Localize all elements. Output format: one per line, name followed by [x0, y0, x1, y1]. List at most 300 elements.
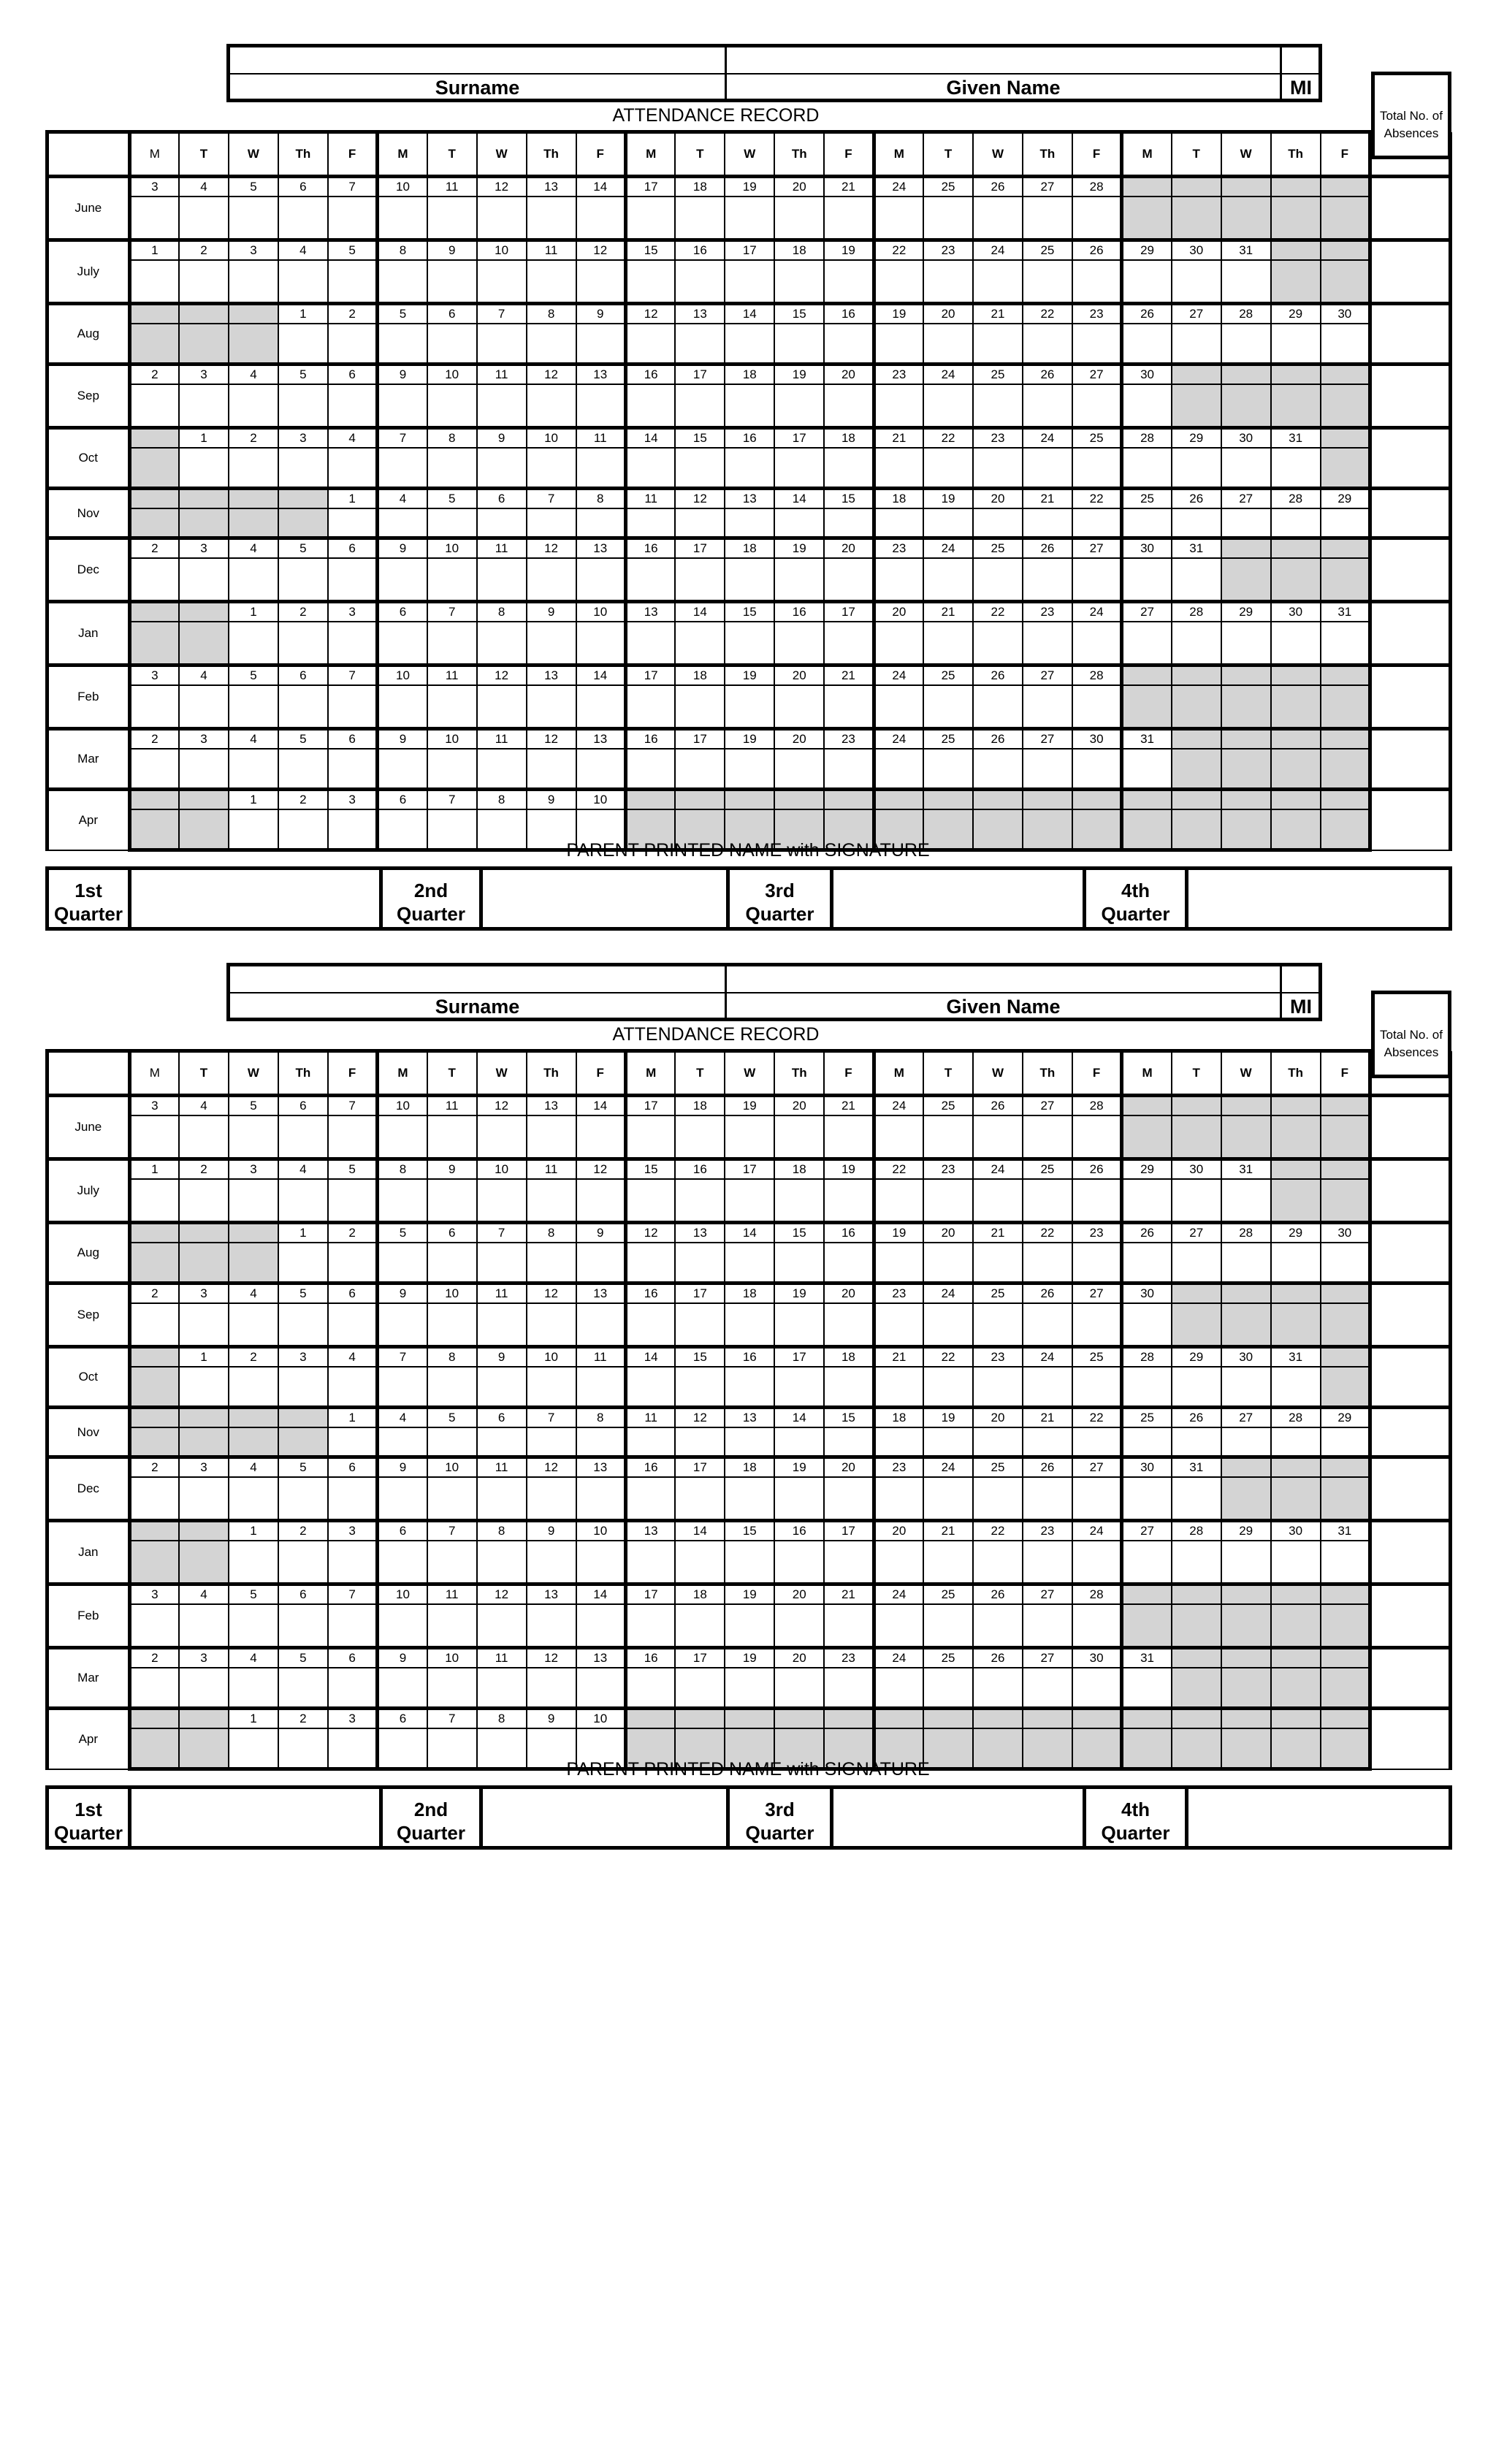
attendance-mark-cell[interactable] — [973, 1427, 1023, 1457]
attendance-mark-cell[interactable] — [527, 508, 576, 538]
attendance-mark-cell[interactable] — [427, 685, 477, 729]
attendance-mark-cell[interactable] — [1122, 558, 1172, 602]
attendance-mark-cell[interactable] — [1172, 1427, 1221, 1457]
total-absences-cell[interactable] — [1370, 1457, 1451, 1521]
attendance-mark-cell[interactable] — [1271, 448, 1321, 489]
attendance-mark-cell[interactable] — [278, 448, 328, 489]
attendance-mark-cell[interactable] — [1023, 260, 1072, 304]
attendance-mark-cell[interactable] — [725, 260, 774, 304]
attendance-mark-cell[interactable] — [328, 197, 378, 240]
attendance-mark-cell[interactable] — [774, 1604, 824, 1648]
attendance-mark-cell[interactable] — [1221, 1243, 1271, 1284]
attendance-mark-cell[interactable] — [229, 1541, 278, 1584]
attendance-mark-cell[interactable] — [378, 622, 427, 665]
attendance-mark-cell[interactable] — [625, 685, 675, 729]
attendance-mark-cell[interactable] — [824, 448, 874, 489]
attendance-mark-cell[interactable] — [1172, 558, 1221, 602]
attendance-mark-cell[interactable] — [1221, 448, 1271, 489]
attendance-mark-cell[interactable] — [824, 260, 874, 304]
attendance-mark-cell[interactable] — [229, 1115, 278, 1159]
attendance-mark-cell[interactable] — [129, 197, 179, 240]
given-name-field[interactable] — [727, 47, 1282, 99]
attendance-mark-cell[interactable] — [923, 1115, 973, 1159]
attendance-mark-cell[interactable] — [1122, 260, 1172, 304]
attendance-mark-cell[interactable] — [1023, 1604, 1072, 1648]
attendance-mark-cell[interactable] — [1072, 1303, 1122, 1347]
attendance-mark-cell[interactable] — [1172, 508, 1221, 538]
attendance-mark-cell[interactable] — [824, 197, 874, 240]
attendance-mark-cell[interactable] — [923, 1179, 973, 1223]
attendance-mark-cell[interactable] — [1072, 749, 1122, 790]
total-absences-cell[interactable] — [1370, 1648, 1451, 1709]
attendance-mark-cell[interactable] — [328, 1115, 378, 1159]
attendance-mark-cell[interactable] — [824, 558, 874, 602]
attendance-mark-cell[interactable] — [874, 1477, 923, 1521]
total-absences-cell[interactable] — [1370, 1223, 1451, 1284]
total-absences-cell[interactable] — [1370, 177, 1451, 240]
attendance-mark-cell[interactable] — [1271, 508, 1321, 538]
attendance-mark-cell[interactable] — [1321, 1427, 1370, 1457]
attendance-mark-cell[interactable] — [527, 448, 576, 489]
total-absences-cell[interactable] — [1370, 240, 1451, 304]
attendance-mark-cell[interactable] — [179, 685, 229, 729]
attendance-mark-cell[interactable] — [427, 1668, 477, 1709]
attendance-mark-cell[interactable] — [427, 197, 477, 240]
attendance-mark-cell[interactable] — [1072, 1367, 1122, 1408]
attendance-mark-cell[interactable] — [477, 1477, 527, 1521]
attendance-mark-cell[interactable] — [625, 1367, 675, 1408]
attendance-mark-cell[interactable] — [229, 1668, 278, 1709]
attendance-mark-cell[interactable] — [1122, 1243, 1172, 1284]
attendance-mark-cell[interactable] — [1122, 1541, 1172, 1584]
attendance-mark-cell[interactable] — [824, 1427, 874, 1457]
parent-signature-field[interactable] — [1188, 1789, 1449, 1846]
attendance-mark-cell[interactable] — [874, 1179, 923, 1223]
attendance-mark-cell[interactable] — [874, 1115, 923, 1159]
attendance-mark-cell[interactable] — [1122, 1367, 1172, 1408]
attendance-mark-cell[interactable] — [1122, 448, 1172, 489]
attendance-mark-cell[interactable] — [378, 1668, 427, 1709]
attendance-mark-cell[interactable] — [625, 749, 675, 790]
attendance-mark-cell[interactable] — [477, 260, 527, 304]
attendance-mark-cell[interactable] — [129, 1179, 179, 1223]
attendance-mark-cell[interactable] — [328, 1604, 378, 1648]
attendance-mark-cell[interactable] — [179, 1115, 229, 1159]
attendance-mark-cell[interactable] — [179, 1179, 229, 1223]
attendance-mark-cell[interactable] — [1072, 558, 1122, 602]
attendance-mark-cell[interactable] — [1072, 1427, 1122, 1457]
attendance-mark-cell[interactable] — [1072, 1477, 1122, 1521]
attendance-mark-cell[interactable] — [824, 1115, 874, 1159]
attendance-mark-cell[interactable] — [675, 749, 725, 790]
attendance-mark-cell[interactable] — [1023, 448, 1072, 489]
attendance-mark-cell[interactable] — [427, 1303, 477, 1347]
attendance-mark-cell[interactable] — [278, 622, 328, 665]
attendance-mark-cell[interactable] — [1072, 1115, 1122, 1159]
attendance-mark-cell[interactable] — [725, 749, 774, 790]
attendance-mark-cell[interactable] — [1221, 260, 1271, 304]
attendance-mark-cell[interactable] — [278, 1477, 328, 1521]
attendance-mark-cell[interactable] — [625, 1541, 675, 1584]
attendance-mark-cell[interactable] — [129, 260, 179, 304]
attendance-mark-cell[interactable] — [328, 448, 378, 489]
attendance-mark-cell[interactable] — [824, 384, 874, 428]
attendance-mark-cell[interactable] — [824, 749, 874, 790]
attendance-mark-cell[interactable] — [725, 1541, 774, 1584]
attendance-mark-cell[interactable] — [477, 1243, 527, 1284]
attendance-mark-cell[interactable] — [874, 1541, 923, 1584]
attendance-mark-cell[interactable] — [278, 1179, 328, 1223]
attendance-mark-cell[interactable] — [1321, 324, 1370, 365]
attendance-mark-cell[interactable] — [625, 448, 675, 489]
total-absences-cell[interactable] — [1370, 1096, 1451, 1159]
attendance-mark-cell[interactable] — [874, 197, 923, 240]
attendance-mark-cell[interactable] — [576, 685, 626, 729]
attendance-mark-cell[interactable] — [774, 1115, 824, 1159]
attendance-mark-cell[interactable] — [179, 448, 229, 489]
attendance-mark-cell[interactable] — [477, 384, 527, 428]
attendance-mark-cell[interactable] — [1122, 749, 1172, 790]
attendance-mark-cell[interactable] — [129, 1477, 179, 1521]
attendance-mark-cell[interactable] — [1122, 508, 1172, 538]
attendance-mark-cell[interactable] — [1122, 1303, 1172, 1347]
attendance-mark-cell[interactable] — [973, 685, 1023, 729]
attendance-mark-cell[interactable] — [1172, 1477, 1221, 1521]
attendance-mark-cell[interactable] — [1072, 260, 1122, 304]
attendance-mark-cell[interactable] — [973, 622, 1023, 665]
attendance-mark-cell[interactable] — [923, 1243, 973, 1284]
attendance-mark-cell[interactable] — [179, 384, 229, 428]
attendance-mark-cell[interactable] — [1023, 622, 1072, 665]
attendance-mark-cell[interactable] — [874, 1668, 923, 1709]
attendance-mark-cell[interactable] — [675, 1243, 725, 1284]
attendance-mark-cell[interactable] — [1172, 1179, 1221, 1223]
attendance-mark-cell[interactable] — [576, 197, 626, 240]
attendance-mark-cell[interactable] — [1023, 749, 1072, 790]
attendance-mark-cell[interactable] — [923, 1668, 973, 1709]
attendance-mark-cell[interactable] — [576, 622, 626, 665]
attendance-mark-cell[interactable] — [378, 1604, 427, 1648]
attendance-mark-cell[interactable] — [576, 324, 626, 365]
attendance-mark-cell[interactable] — [824, 324, 874, 365]
attendance-mark-cell[interactable] — [1072, 622, 1122, 665]
attendance-mark-cell[interactable] — [1023, 558, 1072, 602]
attendance-mark-cell[interactable] — [427, 384, 477, 428]
attendance-mark-cell[interactable] — [129, 1303, 179, 1347]
attendance-mark-cell[interactable] — [725, 1604, 774, 1648]
parent-signature-field[interactable] — [833, 1789, 1086, 1846]
attendance-mark-cell[interactable] — [179, 1604, 229, 1648]
attendance-mark-cell[interactable] — [576, 1604, 626, 1648]
attendance-mark-cell[interactable] — [378, 448, 427, 489]
attendance-mark-cell[interactable] — [725, 622, 774, 665]
attendance-mark-cell[interactable] — [973, 384, 1023, 428]
attendance-mark-cell[interactable] — [774, 1179, 824, 1223]
attendance-mark-cell[interactable] — [675, 1668, 725, 1709]
attendance-mark-cell[interactable] — [1023, 197, 1072, 240]
attendance-mark-cell[interactable] — [378, 558, 427, 602]
attendance-mark-cell[interactable] — [625, 1477, 675, 1521]
attendance-mark-cell[interactable] — [1023, 1115, 1072, 1159]
attendance-mark-cell[interactable] — [1221, 1179, 1271, 1223]
attendance-mark-cell[interactable] — [774, 558, 824, 602]
attendance-mark-cell[interactable] — [774, 1668, 824, 1709]
attendance-mark-cell[interactable] — [973, 1367, 1023, 1408]
attendance-mark-cell[interactable] — [477, 1668, 527, 1709]
attendance-mark-cell[interactable] — [1321, 622, 1370, 665]
attendance-mark-cell[interactable] — [527, 685, 576, 729]
attendance-mark-cell[interactable] — [675, 1604, 725, 1648]
attendance-mark-cell[interactable] — [427, 1541, 477, 1584]
attendance-mark-cell[interactable] — [1023, 1179, 1072, 1223]
attendance-mark-cell[interactable] — [774, 1367, 824, 1408]
attendance-mark-cell[interactable] — [874, 685, 923, 729]
attendance-mark-cell[interactable] — [774, 685, 824, 729]
attendance-mark-cell[interactable] — [824, 1604, 874, 1648]
attendance-mark-cell[interactable] — [973, 1477, 1023, 1521]
attendance-mark-cell[interactable] — [675, 1427, 725, 1457]
attendance-mark-cell[interactable] — [675, 1115, 725, 1159]
attendance-mark-cell[interactable] — [527, 324, 576, 365]
attendance-mark-cell[interactable] — [774, 324, 824, 365]
attendance-mark-cell[interactable] — [725, 1477, 774, 1521]
attendance-mark-cell[interactable] — [576, 1477, 626, 1521]
attendance-mark-cell[interactable] — [229, 1604, 278, 1648]
attendance-mark-cell[interactable] — [527, 197, 576, 240]
attendance-mark-cell[interactable] — [378, 1115, 427, 1159]
attendance-mark-cell[interactable] — [1172, 1541, 1221, 1584]
attendance-mark-cell[interactable] — [973, 1604, 1023, 1648]
surname-field[interactable] — [230, 966, 727, 1018]
attendance-mark-cell[interactable] — [477, 1367, 527, 1408]
attendance-mark-cell[interactable] — [874, 260, 923, 304]
total-absences-cell[interactable] — [1370, 489, 1451, 538]
attendance-mark-cell[interactable] — [824, 508, 874, 538]
attendance-mark-cell[interactable] — [824, 685, 874, 729]
attendance-mark-cell[interactable] — [625, 1243, 675, 1284]
attendance-mark-cell[interactable] — [923, 685, 973, 729]
attendance-mark-cell[interactable] — [874, 1427, 923, 1457]
attendance-mark-cell[interactable] — [179, 260, 229, 304]
attendance-mark-cell[interactable] — [129, 685, 179, 729]
total-absences-cell[interactable] — [1370, 1408, 1451, 1457]
attendance-mark-cell[interactable] — [675, 260, 725, 304]
attendance-mark-cell[interactable] — [923, 749, 973, 790]
attendance-mark-cell[interactable] — [527, 749, 576, 790]
attendance-mark-cell[interactable] — [1023, 1427, 1072, 1457]
attendance-mark-cell[interactable] — [328, 558, 378, 602]
attendance-mark-cell[interactable] — [527, 558, 576, 602]
total-absences-cell[interactable] — [1370, 1584, 1451, 1648]
attendance-mark-cell[interactable] — [874, 1243, 923, 1284]
attendance-mark-cell[interactable] — [625, 260, 675, 304]
attendance-mark-cell[interactable] — [576, 448, 626, 489]
attendance-mark-cell[interactable] — [725, 1303, 774, 1347]
attendance-mark-cell[interactable] — [527, 1303, 576, 1347]
attendance-mark-cell[interactable] — [675, 384, 725, 428]
attendance-mark-cell[interactable] — [923, 1604, 973, 1648]
attendance-mark-cell[interactable] — [328, 1541, 378, 1584]
attendance-mark-cell[interactable] — [477, 1541, 527, 1584]
attendance-mark-cell[interactable] — [427, 1115, 477, 1159]
total-absences-cell[interactable] — [1370, 304, 1451, 365]
attendance-mark-cell[interactable] — [675, 1541, 725, 1584]
attendance-mark-cell[interactable] — [427, 1604, 477, 1648]
attendance-mark-cell[interactable] — [973, 749, 1023, 790]
attendance-mark-cell[interactable] — [874, 1367, 923, 1408]
attendance-mark-cell[interactable] — [923, 508, 973, 538]
attendance-mark-cell[interactable] — [427, 324, 477, 365]
attendance-mark-cell[interactable] — [229, 197, 278, 240]
attendance-mark-cell[interactable] — [278, 685, 328, 729]
attendance-mark-cell[interactable] — [1023, 384, 1072, 428]
attendance-mark-cell[interactable] — [923, 1541, 973, 1584]
attendance-mark-cell[interactable] — [576, 1427, 626, 1457]
attendance-mark-cell[interactable] — [1072, 685, 1122, 729]
attendance-mark-cell[interactable] — [179, 1303, 229, 1347]
attendance-mark-cell[interactable] — [1321, 1541, 1370, 1584]
attendance-mark-cell[interactable] — [973, 448, 1023, 489]
attendance-mark-cell[interactable] — [477, 508, 527, 538]
attendance-mark-cell[interactable] — [1321, 508, 1370, 538]
attendance-mark-cell[interactable] — [477, 324, 527, 365]
attendance-mark-cell[interactable] — [625, 1115, 675, 1159]
attendance-mark-cell[interactable] — [725, 1427, 774, 1457]
attendance-mark-cell[interactable] — [527, 1367, 576, 1408]
attendance-mark-cell[interactable] — [1072, 1668, 1122, 1709]
attendance-mark-cell[interactable] — [527, 1541, 576, 1584]
attendance-mark-cell[interactable] — [1023, 1303, 1072, 1347]
attendance-mark-cell[interactable] — [625, 324, 675, 365]
attendance-mark-cell[interactable] — [328, 1668, 378, 1709]
attendance-mark-cell[interactable] — [725, 558, 774, 602]
attendance-mark-cell[interactable] — [229, 1179, 278, 1223]
attendance-mark-cell[interactable] — [973, 1668, 1023, 1709]
attendance-mark-cell[interactable] — [229, 260, 278, 304]
attendance-mark-cell[interactable] — [527, 1243, 576, 1284]
attendance-mark-cell[interactable] — [527, 622, 576, 665]
attendance-mark-cell[interactable] — [625, 1668, 675, 1709]
attendance-mark-cell[interactable] — [923, 197, 973, 240]
attendance-mark-cell[interactable] — [725, 1367, 774, 1408]
attendance-mark-cell[interactable] — [477, 685, 527, 729]
attendance-mark-cell[interactable] — [328, 685, 378, 729]
attendance-mark-cell[interactable] — [1122, 1477, 1172, 1521]
attendance-mark-cell[interactable] — [1172, 324, 1221, 365]
attendance-mark-cell[interactable] — [725, 1243, 774, 1284]
given-name-field[interactable] — [727, 966, 1282, 1018]
parent-signature-field[interactable] — [483, 1789, 730, 1846]
total-absences-cell[interactable] — [1370, 538, 1451, 602]
attendance-mark-cell[interactable] — [1023, 685, 1072, 729]
attendance-mark-cell[interactable] — [576, 260, 626, 304]
attendance-mark-cell[interactable] — [427, 1367, 477, 1408]
attendance-mark-cell[interactable] — [278, 558, 328, 602]
attendance-mark-cell[interactable] — [874, 324, 923, 365]
attendance-mark-cell[interactable] — [278, 1604, 328, 1648]
attendance-mark-cell[interactable] — [1271, 1427, 1321, 1457]
attendance-mark-cell[interactable] — [973, 558, 1023, 602]
attendance-mark-cell[interactable] — [923, 260, 973, 304]
attendance-mark-cell[interactable] — [774, 1477, 824, 1521]
attendance-mark-cell[interactable] — [923, 558, 973, 602]
middle-initial-field[interactable] — [1282, 47, 1320, 99]
attendance-mark-cell[interactable] — [675, 558, 725, 602]
attendance-mark-cell[interactable] — [675, 197, 725, 240]
attendance-mark-cell[interactable] — [675, 508, 725, 538]
surname-field[interactable] — [230, 47, 727, 99]
attendance-mark-cell[interactable] — [923, 1303, 973, 1347]
attendance-mark-cell[interactable] — [725, 197, 774, 240]
attendance-mark-cell[interactable] — [1023, 508, 1072, 538]
attendance-mark-cell[interactable] — [129, 558, 179, 602]
attendance-mark-cell[interactable] — [1221, 508, 1271, 538]
attendance-mark-cell[interactable] — [1172, 1243, 1221, 1284]
attendance-mark-cell[interactable] — [824, 1179, 874, 1223]
attendance-mark-cell[interactable] — [625, 1179, 675, 1223]
attendance-mark-cell[interactable] — [625, 558, 675, 602]
attendance-mark-cell[interactable] — [874, 622, 923, 665]
attendance-mark-cell[interactable] — [1072, 1243, 1122, 1284]
attendance-mark-cell[interactable] — [229, 1367, 278, 1408]
attendance-mark-cell[interactable] — [625, 1427, 675, 1457]
attendance-mark-cell[interactable] — [477, 1303, 527, 1347]
attendance-mark-cell[interactable] — [427, 1243, 477, 1284]
attendance-mark-cell[interactable] — [824, 1303, 874, 1347]
attendance-mark-cell[interactable] — [774, 749, 824, 790]
attendance-mark-cell[interactable] — [1221, 622, 1271, 665]
attendance-mark-cell[interactable] — [725, 1115, 774, 1159]
attendance-mark-cell[interactable] — [1023, 1668, 1072, 1709]
attendance-mark-cell[interactable] — [1271, 1541, 1321, 1584]
attendance-mark-cell[interactable] — [774, 1303, 824, 1347]
total-absences-cell[interactable] — [1370, 665, 1451, 729]
attendance-mark-cell[interactable] — [576, 558, 626, 602]
attendance-mark-cell[interactable] — [427, 749, 477, 790]
attendance-mark-cell[interactable] — [625, 508, 675, 538]
attendance-mark-cell[interactable] — [824, 1477, 874, 1521]
attendance-mark-cell[interactable] — [1321, 1243, 1370, 1284]
attendance-mark-cell[interactable] — [675, 324, 725, 365]
attendance-mark-cell[interactable] — [129, 1115, 179, 1159]
attendance-mark-cell[interactable] — [378, 384, 427, 428]
attendance-mark-cell[interactable] — [477, 1115, 527, 1159]
attendance-mark-cell[interactable] — [923, 384, 973, 428]
attendance-mark-cell[interactable] — [328, 1243, 378, 1284]
attendance-mark-cell[interactable] — [1122, 324, 1172, 365]
attendance-mark-cell[interactable] — [129, 384, 179, 428]
attendance-mark-cell[interactable] — [576, 508, 626, 538]
attendance-mark-cell[interactable] — [278, 384, 328, 428]
attendance-mark-cell[interactable] — [328, 1427, 378, 1457]
attendance-mark-cell[interactable] — [328, 1477, 378, 1521]
attendance-mark-cell[interactable] — [1271, 622, 1321, 665]
attendance-mark-cell[interactable] — [1221, 324, 1271, 365]
attendance-mark-cell[interactable] — [725, 448, 774, 489]
attendance-mark-cell[interactable] — [874, 448, 923, 489]
attendance-mark-cell[interactable] — [328, 508, 378, 538]
attendance-mark-cell[interactable] — [427, 448, 477, 489]
attendance-mark-cell[interactable] — [229, 749, 278, 790]
attendance-mark-cell[interactable] — [328, 324, 378, 365]
attendance-mark-cell[interactable] — [675, 685, 725, 729]
attendance-mark-cell[interactable] — [527, 1427, 576, 1457]
attendance-mark-cell[interactable] — [427, 508, 477, 538]
attendance-mark-cell[interactable] — [973, 324, 1023, 365]
attendance-mark-cell[interactable] — [278, 197, 328, 240]
attendance-mark-cell[interactable] — [824, 1668, 874, 1709]
attendance-mark-cell[interactable] — [527, 1115, 576, 1159]
